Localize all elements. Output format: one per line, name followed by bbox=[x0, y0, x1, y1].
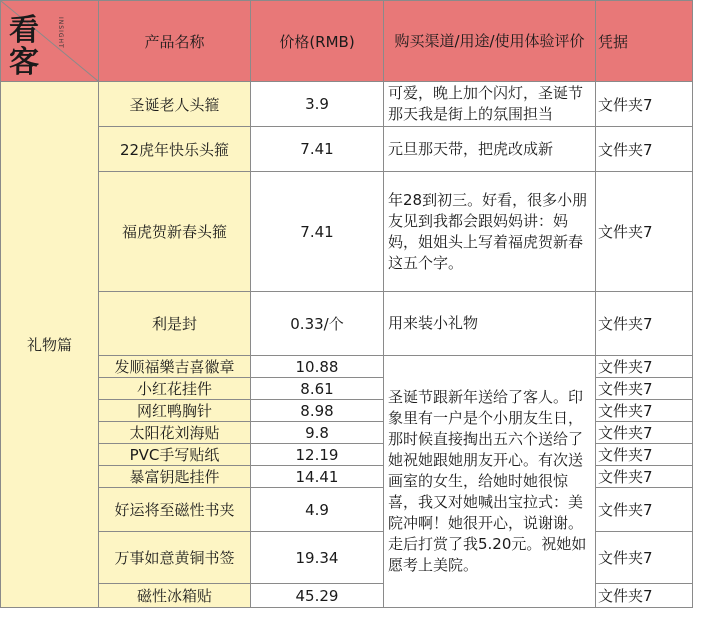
header-review: 购买渠道/用途/使用体验评价 bbox=[384, 1, 596, 82]
product-name: 发顺福樂吉喜徽章 bbox=[99, 356, 251, 378]
proof: 文件夹7 bbox=[596, 356, 693, 378]
proof: 文件夹7 bbox=[596, 488, 693, 532]
proof: 文件夹7 bbox=[596, 466, 693, 488]
product-name: 利是封 bbox=[99, 292, 251, 356]
proof: 文件夹7 bbox=[596, 292, 693, 356]
review: 可爱，晚上加个闪灯，圣诞节那天我是街上的氛围担当 bbox=[384, 82, 596, 127]
price: 14.41 bbox=[251, 466, 384, 488]
header-proof: 凭据 bbox=[596, 1, 693, 82]
price: 19.34 bbox=[251, 532, 384, 584]
review: 元旦那天带，把虎改成新 bbox=[384, 127, 596, 172]
product-name: 暴富钥匙挂件 bbox=[99, 466, 251, 488]
table-row bbox=[1, 172, 693, 292]
product-name: 22虎年快乐头箍 bbox=[99, 127, 251, 172]
price: 8.98 bbox=[251, 400, 384, 422]
logo-cell bbox=[1, 1, 99, 82]
product-name: PVC手写贴纸 bbox=[99, 444, 251, 466]
header-price: 价格(RMB) bbox=[251, 1, 384, 82]
price: 10.88 bbox=[251, 356, 384, 378]
price: 3.9 bbox=[251, 82, 384, 127]
review: 年28到初三。好看，很多小朋友见到我都会跟妈妈讲：妈妈，姐姐头上写着福虎贺新春这五个字。 bbox=[384, 172, 596, 292]
price: 12.19 bbox=[251, 444, 384, 466]
product-name: 万事如意黄铜书签 bbox=[99, 532, 251, 584]
product-name: 网红鸭胸针 bbox=[99, 400, 251, 422]
price: 7.41 bbox=[251, 127, 384, 172]
product-name: 磁性冰箱贴 bbox=[99, 584, 251, 608]
table-row bbox=[1, 292, 693, 356]
product-name: 圣诞老人头箍 bbox=[99, 82, 251, 127]
header-row bbox=[1, 1, 693, 82]
product-name: 小红花挂件 bbox=[99, 378, 251, 400]
proof: 文件夹7 bbox=[596, 584, 693, 608]
table-row bbox=[1, 82, 693, 127]
proof: 文件夹7 bbox=[596, 422, 693, 444]
proof: 文件夹7 bbox=[596, 82, 693, 127]
brand-logo-subtitle: INSIGHT bbox=[57, 17, 64, 49]
price: 4.9 bbox=[251, 488, 384, 532]
price: 8.61 bbox=[251, 378, 384, 400]
proof: 文件夹7 bbox=[596, 532, 693, 584]
table-row bbox=[1, 127, 693, 172]
header-product-name: 产品名称 bbox=[99, 1, 251, 82]
proof: 文件夹7 bbox=[596, 444, 693, 466]
price: 0.33/个 bbox=[251, 292, 384, 356]
brand-logo: 看客 bbox=[9, 13, 39, 80]
table-row bbox=[1, 356, 693, 378]
price: 45.29 bbox=[251, 584, 384, 608]
merged-review: 圣诞节跟新年送给了客人。印象里有一户是个小朋友生日，那时候直接掏出五六个送给了她祝她跟她朋友开心。有次送画室的女生，给她时她很惊喜，我又对她喊出宝拉式：美院冲啊！她很开心，说谢谢。走后打赏了我5.20元。祝她如愿考上美院。 bbox=[384, 356, 596, 608]
price: 7.41 bbox=[251, 172, 384, 292]
proof: 文件夹7 bbox=[596, 172, 693, 292]
proof: 文件夹7 bbox=[596, 378, 693, 400]
price: 9.8 bbox=[251, 422, 384, 444]
review: 用来装小礼物 bbox=[384, 292, 596, 356]
proof: 文件夹7 bbox=[596, 127, 693, 172]
proof: 文件夹7 bbox=[596, 400, 693, 422]
product-name: 福虎贺新春头箍 bbox=[99, 172, 251, 292]
product-name: 太阳花刘海贴 bbox=[99, 422, 251, 444]
category-cell: 礼物篇 bbox=[1, 82, 99, 608]
product-name: 好运将至磁性书夹 bbox=[99, 488, 251, 532]
